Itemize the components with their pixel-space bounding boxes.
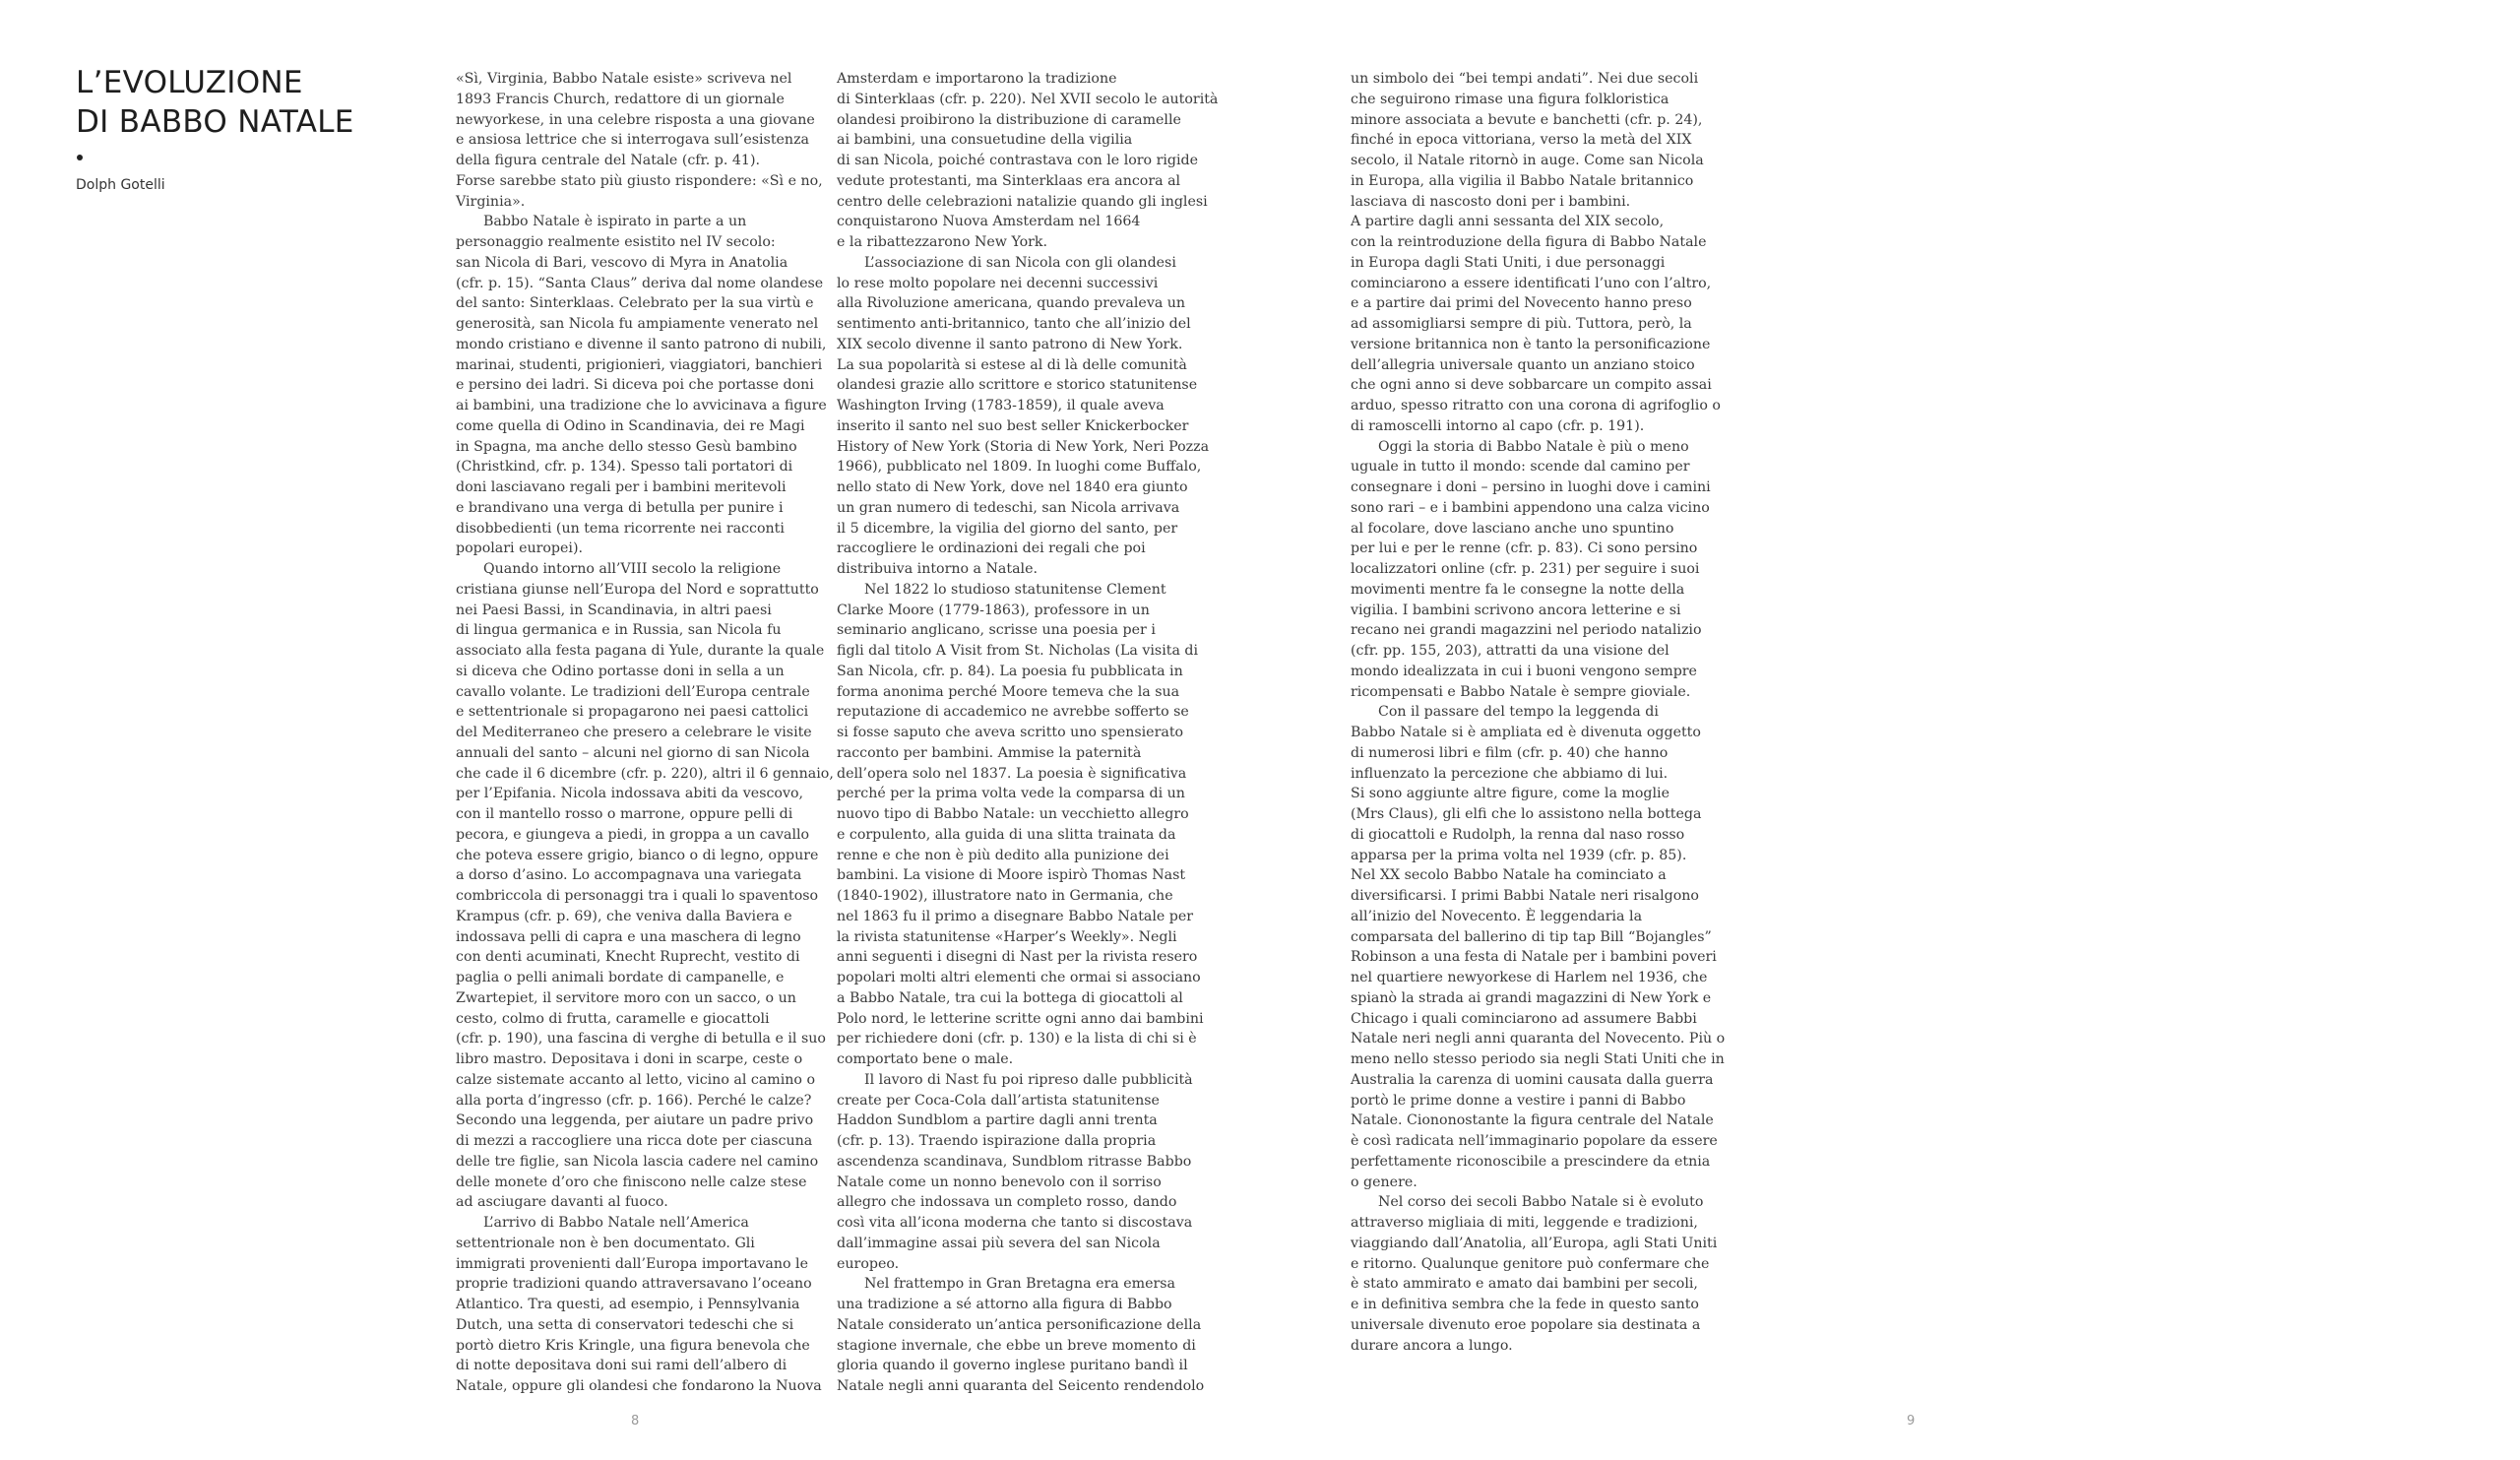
text-line: allegro che indossava un completo rosso, dando: [837, 1194, 1177, 1211]
text-line: san Nicola di Bari, vescovo di Myra in Anatolia: [456, 254, 788, 271]
text-line: comparsata del ballerino di tip tap Bill “Bojangles”: [1351, 928, 1712, 945]
text-line: Washington Irving (1783-1859), il quale aveva: [837, 398, 1165, 413]
text-line: bambini. La visione di Moore ispirò Thomas Nast: [837, 867, 1186, 884]
text-line: finché in epoca vittoriana, verso la metà del XIX: [1351, 132, 1692, 149]
text-line: raccogliere le ordinazioni dei regali che poi: [837, 540, 1146, 557]
text-line: è stato ammirato e amato dai bambini per secoli,: [1351, 1276, 1698, 1293]
text-line: con il mantello rosso o marrone, oppure pelli di: [456, 806, 793, 822]
text-line: delle tre figlie, san Nicola lascia cadere nel camino: [456, 1153, 819, 1170]
text-line: (cfr. pp. 155, 203), attratti da una visione del: [1351, 643, 1670, 659]
text-line: movimenti mentre fa le consegne la notte della: [1351, 581, 1685, 598]
text-line: Australia la carenza di uomini causata dalla guerra: [1351, 1071, 1714, 1088]
text-line: ascendenza scandinava, Sundblom ritrasse Babbo: [837, 1153, 1192, 1170]
text-line: vigilia. I bambini scrivono ancora letterine e si: [1351, 602, 1681, 618]
text-line: spianò la strada ai grandi magazzini di New York e: [1351, 989, 1712, 1006]
text-line: di Sinterklaas (cfr. p. 220). Nel XVII secolo le autorità: [837, 91, 1219, 107]
text-line: Forse sarebbe stato più giusto rispondere: «Sì e no,: [456, 172, 823, 189]
text-line: cristiana giunse nell’Europa del Nord e soprattutto: [456, 581, 819, 598]
text-line: paglia o pelli animali bordate di campanelle, e: [456, 970, 785, 985]
text-line: «Sì, Virginia, Babbo Natale esiste» scriveva nel: [456, 71, 792, 87]
text-line: portò le prime donne a vestire i panni di Babbo: [1351, 1092, 1686, 1109]
text-line: forma anonima perché Moore temeva che la sua: [837, 683, 1180, 700]
text-line: libro mastro. Depositava i doni in scarpe, ceste o: [456, 1051, 803, 1067]
text-line: mondo idealizzata in cui i buoni vengono sempre: [1351, 663, 1697, 679]
text-line: Nel frattempo in Gran Bretagna era emersa: [864, 1276, 1176, 1293]
text-line: combriccola di personaggi tra i quali lo spaventoso: [456, 888, 819, 904]
text-line: cesto, colmo di frutta, caramelle e giocattoli: [456, 1010, 770, 1027]
text-line: uguale in tutto il mondo: scende dal camino per: [1351, 459, 1690, 476]
text-line: il 5 dicembre, la vigilia del giorno del santo, per: [837, 520, 1178, 537]
text-line: gloria quando il governo inglese puritano bandì il: [837, 1358, 1188, 1374]
text-line: alla Rivoluzione americana, quando prevaleva un: [837, 295, 1186, 312]
text-line: viaggiando dall’Anatolia, all’Europa, agli Stati Uniti: [1351, 1235, 1718, 1251]
text-line: Nel corso dei secoli Babbo Natale si è evoluto: [1378, 1194, 1704, 1211]
text-line: comportato bene o male.: [837, 1051, 1014, 1067]
text-line: lasciava di nascosto doni per i bambini.: [1351, 193, 1631, 210]
text-line: indossava pelli di capra e una maschera di legno: [456, 928, 801, 945]
text-line: a Babbo Natale, tra cui la bottega di giocattoli al: [837, 989, 1183, 1006]
text-line: la rivista statunitense «Harper’s Weekly». Negli: [837, 928, 1177, 945]
text-line: cominciarono a essere identificati l’uno con l’altro,: [1351, 275, 1712, 291]
text-line: portò dietro Kris Kringle, una figura benevola che: [456, 1337, 810, 1354]
text-line: dall’immagine assai più severa del san Nicola: [837, 1235, 1161, 1251]
text-line: meno nello stesso periodo sia negli Stati Uniti che in: [1351, 1051, 1725, 1067]
text-line: Si sono aggiunte altre figure, come la moglie: [1351, 786, 1670, 802]
text-line: di san Nicola, poiché contrastava con le loro rigide: [837, 153, 1199, 168]
text-line: come quella di Odino in Scandinavia, dei re Magi: [456, 417, 805, 434]
text-line: ai bambini, una consuetudine della vigilia: [837, 132, 1133, 149]
text-line: L’associazione di san Nicola con gli olandesi: [864, 254, 1176, 271]
text-line: ad asciugare davanti al fuoco.: [456, 1194, 668, 1211]
text-line: (cfr. p. 190), una fascina di verghe di betulla e il suo: [456, 1031, 826, 1047]
text-line: in Europa dagli Stati Uniti, i due personaggi: [1351, 254, 1666, 271]
text-line: La sua popolarità si estese al di là delle comunità: [837, 356, 1187, 373]
text-line: Robinson a una festa di Natale per i bambini poveri: [1351, 949, 1717, 966]
text-line: disobbedienti (un tema ricorrente nei racconti: [456, 520, 785, 537]
text-line: diversificarsi. I primi Babbi Natale neri risalgono: [1351, 888, 1699, 904]
text-line: per richiedere doni (cfr. p. 130) e la lista di chi si è: [837, 1031, 1197, 1047]
text-line: e brandivano una verga di betulla per punire i: [456, 499, 784, 516]
text-line: associato alla festa pagana di Yule, durante la quale: [456, 643, 825, 659]
text-line: centro delle celebrazioni natalizie quando gli inglesi: [837, 193, 1208, 210]
text-line: pecora, e giungeva a piedi, in groppa a un cavallo: [456, 826, 810, 843]
text-line: dell’opera solo nel 1837. La poesia è significativa: [837, 765, 1187, 782]
text-line: attraverso migliaia di miti, leggende e tradizioni,: [1351, 1215, 1698, 1231]
text-line: personaggio realmente esistito nel IV secolo:: [456, 234, 776, 250]
text-line: così vita all’icona moderna che tanto si discostava: [837, 1215, 1193, 1231]
text-line: (1840-1902), illustratore nato in Germania, che: [837, 888, 1173, 904]
text-line: di numerosi libri e film (cfr. p. 40) che hanno: [1351, 744, 1669, 761]
text-line: ai bambini, una tradizione che lo avvicinava a figure: [456, 398, 827, 413]
text-line: stagione invernale, che ebbe un breve momento di: [837, 1337, 1196, 1354]
text-line: reputazione di accademico ne avrebbe sofferto se: [837, 704, 1189, 721]
text-line: create per Coca-Cola dall’artista statunitense: [837, 1092, 1160, 1109]
text-line: History of New York (Storia di New York, Neri Pozza: [837, 438, 1210, 455]
text-line: universale divenuto eroe popolare sia destinata a: [1351, 1316, 1701, 1333]
text-line: in Spagna, ma anche dello stesso Gesù bambino: [456, 438, 797, 455]
text-line: Polo nord, le letterine scritte ogni anno dai bambini: [837, 1010, 1204, 1027]
text-line: Babbo Natale è ispirato in parte a un: [483, 214, 747, 230]
text-line: sono rari – e i bambini appendono una calza vicino: [1351, 499, 1710, 516]
text-line: 1966), pubblicato nel 1809. In luoghi come Buffalo,: [837, 459, 1202, 476]
text-line: Chicago i quali cominciarono ad assumere Babbi: [1351, 1010, 1697, 1027]
text-line: anni seguenti i disegni di Nast per la rivista resero: [837, 949, 1198, 966]
text-line: per lui e per le renne (cfr. p. 83). Ci sono persino: [1351, 540, 1698, 557]
text-line: racconto per bambini. Ammise la paternità: [837, 744, 1142, 761]
text-line: newyorkese, in una celebre risposta a una giovane: [456, 111, 815, 128]
title-line-2: DI BABBO NATALE: [76, 104, 354, 140]
text-column-1: [456, 69, 834, 1397]
text-line: olandesi proibirono la distribuzione di caramelle: [837, 111, 1181, 128]
text-line: ad assomigliarsi sempre di più. Tuttora, però, la: [1351, 316, 1692, 332]
text-line: minore associata a bevute e banchetti (cfr. p. 24),: [1351, 111, 1703, 128]
text-line: e settentrionale si propagarono nei paesi cattolici: [456, 704, 809, 721]
text-line: (cfr. p. 15). “Santa Claus” deriva dal nome olandese: [456, 275, 824, 291]
text-line: e la ribattezzarono New York.: [837, 234, 1048, 250]
text-line: annuali del santo – alcuni nel giorno di san Nicola: [456, 744, 810, 761]
text-line: un gran numero di tedeschi, san Nicola arrivava: [837, 499, 1180, 516]
text-line: del Mediterraneo che presero a celebrare le visite: [456, 725, 812, 740]
text-line: sentimento anti-britannico, tanto che all’inizio del: [837, 316, 1191, 332]
text-line: del santo: Sinterklaas. Celebrato per la sua virtù e: [456, 295, 814, 312]
text-line: arduo, spesso ritratto con una corona di agrifoglio o: [1351, 398, 1721, 413]
text-line: nello stato di New York, dove nel 1840 era giunto: [837, 479, 1188, 495]
text-line: al focolare, dove lasciano anche uno spuntino: [1351, 520, 1674, 537]
text-line: di ramoscelli intorno al capo (cfr. p. 191).: [1351, 417, 1645, 434]
text-line: (cfr. p. 13). Traendo ispirazione dalla propria: [837, 1133, 1157, 1149]
text-line: per l’Epifania. Nicola indossava abiti da vescovo,: [456, 786, 804, 802]
text-line: seminario anglicano, scrisse una poesia per i: [837, 622, 1156, 639]
text-line: mondo cristiano e divenne il santo patrono di nubili,: [456, 336, 827, 352]
text-line: renne e che non è più dedito alla punizione dei: [837, 847, 1169, 863]
text-column-2: [837, 69, 1218, 1397]
text-line: si fosse saputo che aveva scritto uno spensierato: [837, 725, 1184, 740]
title-line-1: L’EVOLUZIONE: [76, 65, 303, 100]
text-line: (Christkind, cfr. p. 134). Spesso tali portatori di: [456, 459, 793, 476]
text-line: doni lasciavano regali per i bambini meritevoli: [456, 479, 787, 495]
text-line: Krampus (cfr. p. 69), che veniva dalla Baviera e: [456, 908, 792, 924]
text-line: nei Paesi Bassi, in Scandinavia, in altri paesi: [456, 602, 772, 618]
text-line: o genere.: [1351, 1174, 1418, 1190]
text-line: Oggi la storia di Babbo Natale è più o meno: [1378, 438, 1689, 455]
page-number-left: 8: [631, 1414, 640, 1428]
text-line: Atlantico. Tra questi, ad esempio, i Pennsylvania: [456, 1297, 800, 1312]
text-line: Natale come un nonno benevolo con il sorriso: [837, 1174, 1162, 1190]
text-line: Babbo Natale si è ampliata ed è divenuta oggetto: [1351, 725, 1701, 740]
text-line: si diceva che Odino portasse doni in sella a un: [456, 663, 785, 679]
text-line: Amsterdam e importarono la tradizione: [837, 71, 1117, 87]
text-line: europeo.: [837, 1255, 900, 1272]
text-line: conquistarono Nuova Amsterdam nel 1664: [837, 214, 1141, 230]
text-line: ricompensati e Babbo Natale è sempre gioviale.: [1351, 683, 1691, 700]
text-line: nel quartiere newyorkese di Harlem nel 1936, che: [1351, 970, 1708, 985]
text-line: nel 1863 fu il primo a disegnare Babbo Natale per: [837, 908, 1194, 924]
text-line: una tradizione a sé attorno alla figura di Babbo: [837, 1297, 1172, 1312]
text-line: A partire dagli anni sessanta del XIX secolo,: [1351, 214, 1665, 230]
text-line: delle monete d’oro che finiscono nelle calze stese: [456, 1174, 807, 1190]
text-line: che ogni anno si deve sobbarcare un compito assai: [1351, 377, 1712, 394]
text-line: Nel XX secolo Babbo Natale ha cominciato a: [1351, 867, 1667, 884]
text-line: popolari molti altri elementi che ormai si associano: [837, 970, 1201, 985]
text-line: della figura centrale del Natale (cfr. p. 41).: [456, 153, 760, 168]
text-line: Zwartepiet, il servitore moro con un sacco, o un: [456, 989, 796, 1006]
text-line: e persino dei ladri. Si diceva poi che portasse doni: [456, 377, 814, 394]
text-line: e ansiosa lettrice che si interrogava sull’esistenza: [456, 132, 810, 149]
text-line: Dutch, una setta di conservatori tedeschi che si: [456, 1316, 794, 1333]
text-line: Natale neri negli anni quaranta del Novecento. Più o: [1351, 1031, 1726, 1047]
text-line: e ritorno. Qualunque genitore può confermare che: [1351, 1255, 1710, 1272]
text-line: vedute protestanti, ma Sinterklaas era ancora al: [837, 172, 1181, 189]
text-line: Quando intorno all’VIII secolo la religione: [483, 561, 782, 577]
text-line: XIX secolo divenne il santo patrono di New York.: [837, 336, 1183, 352]
text-line: San Nicola, cfr. p. 84). La poesia fu pubblicata in: [837, 663, 1183, 679]
text-line: di lingua germanica e in Russia, san Nicola fu: [456, 622, 782, 639]
text-line: recano nei grandi magazzini nel periodo natalizio: [1351, 622, 1702, 639]
text-line: Natale considerato un’antica personificazione della: [837, 1316, 1202, 1333]
text-line: marinai, studenti, prigionieri, viaggiatori, banchieri: [456, 356, 823, 373]
text-line: popolari europei).: [456, 540, 583, 557]
text-line: olandesi grazie allo scrittore e storico statunitense: [837, 377, 1198, 394]
text-line: con denti acuminati, Knecht Ruprecht, vestito di: [456, 949, 800, 966]
text-line: influenzato la percezione che abbiamo di lui.: [1351, 765, 1669, 782]
text-line: di notte depositava doni sui rami dell’albero di: [456, 1358, 788, 1374]
text-line: Natale, oppure gli olandesi che fondarono la Nuova: [456, 1378, 822, 1394]
text-line: Virginia».: [456, 193, 526, 210]
text-line: immigrati provenienti dall’Europa importavano le: [456, 1255, 808, 1272]
text-line: all’inizio del Novecento. È leggendaria la: [1351, 908, 1643, 924]
text-line: dell’allegria universale quanto un anziano stoico: [1351, 356, 1695, 373]
text-line: che poteva essere grigio, bianco o di legno, oppure: [456, 847, 819, 863]
text-line: durare ancora a lungo.: [1351, 1337, 1513, 1354]
text-line: di mezzi a raccogliere una ricca dote per ciascuna: [456, 1133, 813, 1149]
text-line: e corpulento, alla guida di una slitta trainata da: [837, 826, 1176, 843]
text-line: è così radicata nell’immaginario popolare da essere: [1351, 1133, 1718, 1149]
text-line: proprie tradizioni quando attraversavano l’oceano: [456, 1276, 812, 1293]
text-line: Haddon Sundblom a partire dagli anni trenta: [837, 1112, 1158, 1129]
text-line: Secondo una leggenda, per aiutare un padre privo: [456, 1112, 814, 1129]
text-line: perfettamente riconoscibile a prescindere da etnia: [1351, 1153, 1711, 1170]
text-line: (Mrs Claus), gli elfi che lo assistono nella bottega: [1351, 806, 1702, 822]
text-line: di giocattoli e Rudolph, la renna dal naso rosso: [1351, 826, 1685, 843]
text-line: 1893 Francis Church, redattore di un giornale: [456, 91, 785, 107]
text-line: figli dal titolo A Visit from St. Nicholas (La visita di: [837, 643, 1199, 659]
article-title: [76, 63, 401, 142]
text-line: L’arrivo di Babbo Natale nell’America: [483, 1215, 749, 1231]
text-line: Natale negli anni quaranta del Seicento rendendolo: [837, 1378, 1205, 1394]
text-line: alla porta d’ingresso (cfr. p. 166). Perché le calze?: [456, 1092, 812, 1109]
text-line: e in definitiva sembra che la fede in questo santo: [1351, 1297, 1699, 1312]
text-column-3: [1351, 69, 1725, 1356]
text-line: che seguirono rimase una figura folkloristica: [1351, 91, 1670, 107]
text-line: un simbolo dei “bei tempi andati”. Nei due secoli: [1351, 71, 1699, 87]
text-line: che cade il 6 dicembre (cfr. p. 220), altri il 6 gennaio,: [456, 765, 834, 782]
text-line: calze sistemate accanto al letto, vicino al camino o: [456, 1071, 815, 1088]
author-name: Dolph Gotelli: [76, 177, 165, 193]
text-line: Il lavoro di Nast fu poi ripreso dalle pubblicità: [864, 1071, 1193, 1088]
text-line: settentrionale non è ben documentato. Gli: [456, 1235, 755, 1251]
text-line: localizzatori online (cfr. p. 231) per seguire i suoi: [1351, 561, 1700, 577]
text-line: versione britannica non è tanto la personificazione: [1351, 336, 1711, 352]
text-line: e a partire dai primi del Novecento hanno preso: [1351, 295, 1692, 312]
page-number-right: 9: [1907, 1414, 1916, 1428]
text-line: Con il passare del tempo la leggenda di: [1378, 704, 1659, 721]
text-line: lo rese molto popolare nei decenni successivi: [837, 275, 1159, 291]
text-line: secolo, il Natale ritornò in auge. Come san Nicola: [1351, 153, 1704, 168]
text-line: Nel 1822 lo studioso statunitense Clement: [864, 581, 1166, 598]
text-line: Clarke Moore (1779-1863), professore in un: [837, 602, 1150, 618]
text-line: in Europa, alla vigilia il Babbo Natale britannico: [1351, 172, 1694, 189]
text-line: apparsa per la prima volta nel 1939 (cfr. p. 85).: [1351, 847, 1687, 863]
text-line: cavallo volante. Le tradizioni dell’Europa centrale: [456, 683, 810, 700]
text-line: a dorso d’asino. Lo accompagnava una variegata: [456, 867, 802, 884]
text-line: nuovo tipo di Babbo Natale: un vecchietto allegro: [837, 806, 1189, 822]
text-line: generosità, san Nicola fu ampiamente venerato nel: [456, 316, 819, 332]
text-line: Natale. Ciononostante la figura centrale del Natale: [1351, 1112, 1714, 1129]
text-line: perché per la prima volta vede la comparsa di un: [837, 786, 1185, 802]
text-line: con la reintroduzione della figura di Babbo Natale: [1351, 234, 1707, 250]
text-line: inserito il santo nel suo best seller Knickerbocker: [837, 417, 1189, 434]
text-line: distribuiva intorno a Natale.: [837, 561, 1038, 577]
bullet-dot: [77, 155, 83, 160]
text-line: consegnare i doni – persino in luoghi dove i camini: [1351, 479, 1711, 495]
